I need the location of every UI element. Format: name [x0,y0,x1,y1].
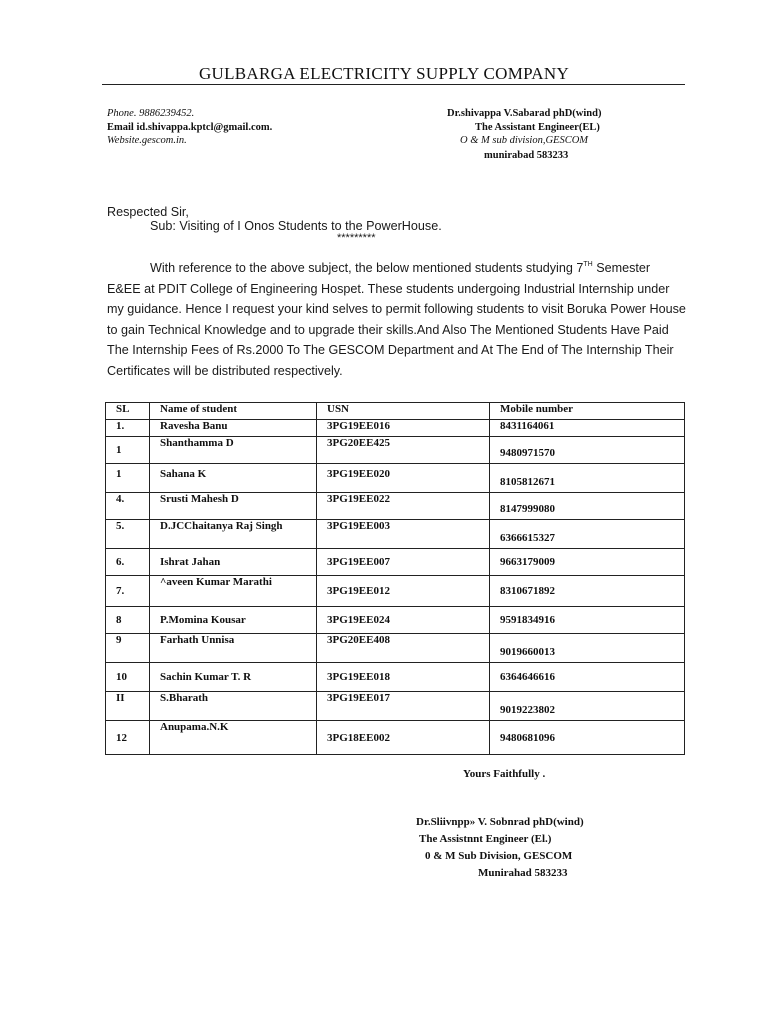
cell-name: Sahana K [150,464,317,493]
cell-sl: 5. [106,520,150,549]
table-header-row [106,403,685,420]
cell-usn: 3PG19EE020 [317,464,490,493]
cell-name: Srusti Mahesh D [150,493,317,520]
cell-mobile: 9663179009 [490,549,685,576]
officer-division: O & M sub division,GESCOM [460,135,589,146]
signature-title: The Assistnnt Engineer (El.) [419,833,552,845]
cell-usn: 3PG19EE007 [317,549,490,576]
cell-mobile: 9480681096 [490,721,685,755]
cell-sl: 9 [106,634,150,663]
table-row [106,607,685,634]
cell-sl: 8 [106,607,150,634]
cell-mobile: 8431164061 [490,420,685,437]
cell-mobile: 9591834916 [490,607,685,634]
subject-line: Sub: Visiting of I Onos Students to the PowerHouse. [150,219,442,233]
cell-sl: 4. [106,493,150,520]
cell-name: ^aveen Kumar Marathi [150,576,317,607]
signature-division: 0 & M Sub Division, GESCOM [425,850,573,862]
cell-usn: 3PG20EE408 [317,634,490,663]
cell-usn: 3PG19EE024 [317,607,490,634]
cell-name: D.JCChaitanya Raj Singh [150,520,317,549]
cell-sl: II [106,692,150,721]
cell-sl: 1. [106,420,150,437]
cell-sl: 6. [106,549,150,576]
phone-line: Phone. 9886239452. [107,108,195,119]
table-row [106,549,685,576]
cell-sl: 12 [106,721,150,755]
header-mobile: Mobile number [490,403,685,420]
cell-name: Anupama.N.K [150,721,317,755]
officer-title: The Assistant Engineer(EL) [475,122,600,133]
cell-name: Shanthamma D [150,437,317,464]
header-rule [102,84,685,85]
separator-stars: ********* [337,232,376,244]
para-part2: Semester E&EE at PDIT College of Engineering Hospet. These students undergoing Industrial Internship under my guidance. Hence I request your kind selves to permit following students to visit Boruka Power House to gain Technical Knowledge and to upgrade their skills.And Also The Mentioned Students Have Paid The Internship Fees of Rs.2000 To The GESCOM Department and At The End of The Internship Their Certificates will be distributed respectively. [107,261,686,378]
cell-sl: 7. [106,576,150,607]
cell-usn: 3PG19EE022 [317,493,490,520]
cell-name: Ishrat Jahan [150,549,317,576]
cell-name: Sachin Kumar T. R [150,663,317,692]
cell-usn: 3PG19EE003 [317,520,490,549]
body-paragraph [107,258,687,381]
table-row [106,721,685,755]
signature-name: Dr.Sliivnpp» V. Sobnrad phD(wind) [416,816,584,828]
website-line: Website.gescom.in. [107,135,187,146]
table-row [106,493,685,520]
cell-usn: 3PG20EE425 [317,437,490,464]
cell-name: Ravesha Banu [150,420,317,437]
cell-sl: 10 [106,663,150,692]
cell-usn: 3PG18EE002 [317,721,490,755]
students-table [105,402,685,755]
header-sl: SL [106,403,150,420]
officer-name: Dr.shivappa V.Sabarad phD(wind) [447,108,602,119]
email-line: Email id.shivappa.kptcl@gmail.com. [107,122,273,133]
yours-faithfully: Yours Faithfully . [463,768,546,780]
cell-name: Farhath Unnisa [150,634,317,663]
table-row [106,464,685,493]
cell-mobile: 9019223802 [490,692,685,721]
cell-mobile: 8310671892 [490,576,685,607]
cell-name: S.Bharath [150,692,317,721]
cell-name: P.Momina Kousar [150,607,317,634]
cell-mobile: 8105812671 [490,464,685,493]
cell-mobile: 8147999080 [490,493,685,520]
officer-place: munirabad 583233 [484,150,569,161]
cell-mobile: 6364646616 [490,663,685,692]
header-name: Name of student [150,403,317,420]
cell-sl: 1 [106,437,150,464]
cell-usn: 3PG19EE018 [317,663,490,692]
table-row [106,663,685,692]
signature-place: Munirahad 583233 [478,867,568,879]
salutation: Respected Sir, [107,205,189,219]
table-row [106,692,685,721]
cell-mobile: 6366615327 [490,520,685,549]
table-row [106,520,685,549]
table-row [106,437,685,464]
para-part1: With reference to the above subject, the below mentioned students studying 7 [150,261,584,275]
cell-sl: 1 [106,464,150,493]
table-row [106,576,685,607]
cell-mobile: 9480971570 [490,437,685,464]
header-usn: USN [317,403,490,420]
cell-usn: 3PG19EE012 [317,576,490,607]
cell-usn: 3PG19EE016 [317,420,490,437]
table-row [106,634,685,663]
cell-usn: 3PG19EE017 [317,692,490,721]
para-superscript: TH [583,261,593,268]
cell-mobile: 9019660013 [490,634,685,663]
company-title: GULBARGA ELECTRICITY SUPPLY COMPANY [198,64,570,83]
table-row [106,420,685,437]
